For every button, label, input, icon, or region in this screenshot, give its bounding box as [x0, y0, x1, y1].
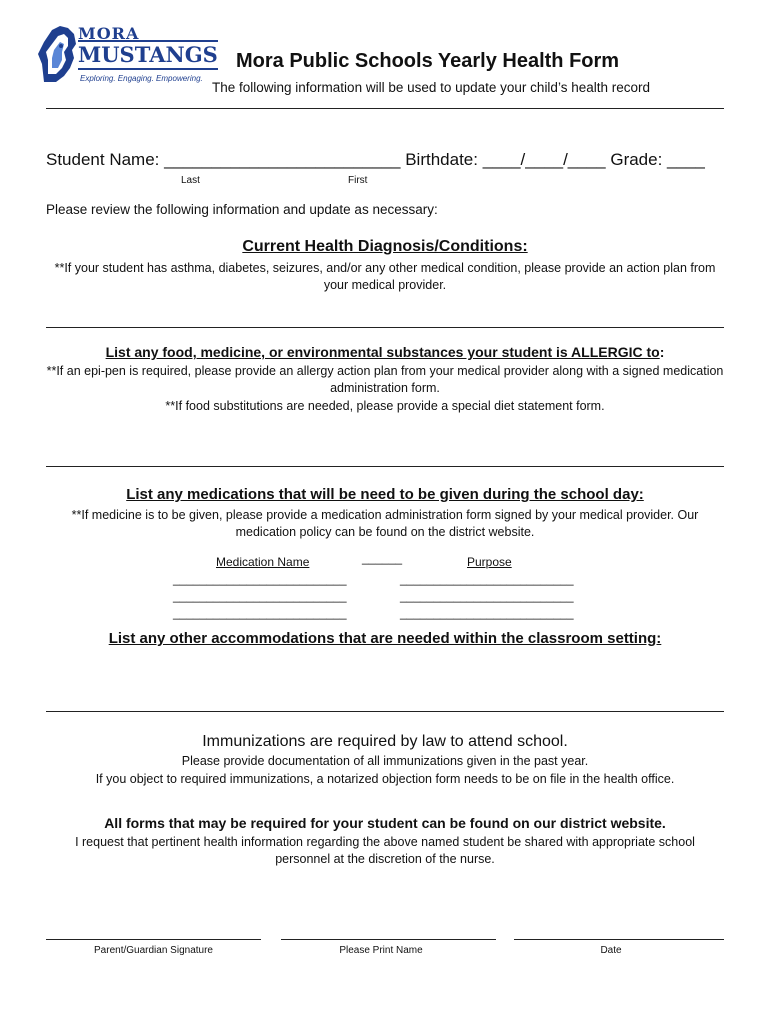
allergies-heading-colon: : [659, 344, 665, 360]
allergies-note-epipen: **If an epi-pen is required, please provide an allergy action plan from your medical provider along with a signed medication administration form. [46, 364, 724, 395]
conditions-answer-line[interactable] [46, 327, 724, 328]
medication-name-field-3[interactable]: __________________________ [173, 606, 347, 620]
logo-tagline: Exploring. Engaging. Empowering. [80, 74, 203, 83]
grade-label: Grade: [605, 150, 668, 169]
allergies-heading [46, 344, 724, 360]
medications-heading: List any medications that will be need to be given during the school day: [126, 486, 644, 503]
first-name-caption: First [348, 175, 368, 186]
logo-top-word: MORA [78, 24, 140, 43]
date-caption: Date [600, 945, 622, 956]
grade-field[interactable]: ____ [667, 150, 705, 169]
consent-statement: I request that pertinent health information regarding the above named student be shared with appropriate school personnel at the discretion of the nurse. [75, 835, 695, 866]
allergies-answer-line[interactable] [46, 466, 724, 467]
accommodations-heading: List any other accommodations that are needed within the classroom setting: [108, 630, 662, 647]
medication-name-field-2[interactable]: __________________________ [173, 589, 347, 603]
school-logo [32, 22, 218, 92]
last-name-caption: Last [181, 175, 200, 186]
logo-main-word: MUSTANGS [78, 40, 218, 70]
page-title: Mora Public Schools Yearly Health Form [236, 50, 620, 72]
date-line[interactable] [514, 939, 724, 940]
medication-purpose-field-2[interactable]: __________________________ [400, 589, 574, 603]
medications-note: **If medicine is to be given, please provide a medication administration form signed by your medical provider. Our medication policy can be found on the district website. [71, 508, 699, 539]
birthdate-field[interactable]: ____/____/____ [482, 150, 606, 169]
allergies-note-food: **If food substitutions are needed, please provide a special diet statement form. [165, 399, 605, 413]
birthdate-label: Birthdate: [400, 150, 483, 169]
student-name-label: Student Name: [46, 150, 165, 169]
page-subtitle: The following information will be used to update your child’s health record [212, 80, 650, 95]
medication-name-field-1[interactable]: __________________________ [173, 572, 347, 586]
immunizations-line-1: Please provide documentation of all immunizations given in the past year. [181, 754, 589, 768]
student-info-row [46, 150, 705, 170]
forms-heading: All forms that may be required for your student can be found on our district website. [104, 815, 666, 831]
print-name-line[interactable] [281, 939, 496, 940]
medication-name-column: Medication Name [216, 555, 310, 569]
medication-purpose-field-1[interactable]: __________________________ [400, 572, 574, 586]
print-name-caption: Please Print Name [339, 945, 423, 956]
conditions-heading: Current Health Diagnosis/Conditions: [242, 238, 528, 255]
header-divider [46, 108, 724, 109]
purpose-column: Purpose [467, 555, 512, 569]
review-instructions: Please review the following information and update as necessary: [46, 202, 438, 217]
parent-signature-caption: Parent/Guardian Signature [94, 945, 213, 956]
student-name-field[interactable]: _________________________ [164, 150, 401, 169]
mustang-head-icon [34, 24, 82, 86]
immunizations-heading: Immunizations are required by law to attend school. [202, 733, 568, 750]
accommodations-answer-line[interactable] [46, 711, 724, 712]
parent-signature-line[interactable] [46, 939, 261, 940]
conditions-note: **If your student has asthma, diabetes, seizures, and/or any other medical condition, please provide an action plan from your medical provider. [54, 261, 716, 292]
medication-mid-column: ______ [362, 551, 403, 565]
immunizations-line-2: If you object to required immunizations, a notarized objection form needs to be on file in the health office. [95, 772, 675, 786]
allergies-heading-text: List any food, medicine, or environmental substances your student is ALLERGIC to [105, 344, 660, 360]
medication-purpose-field-3[interactable]: __________________________ [400, 606, 574, 620]
